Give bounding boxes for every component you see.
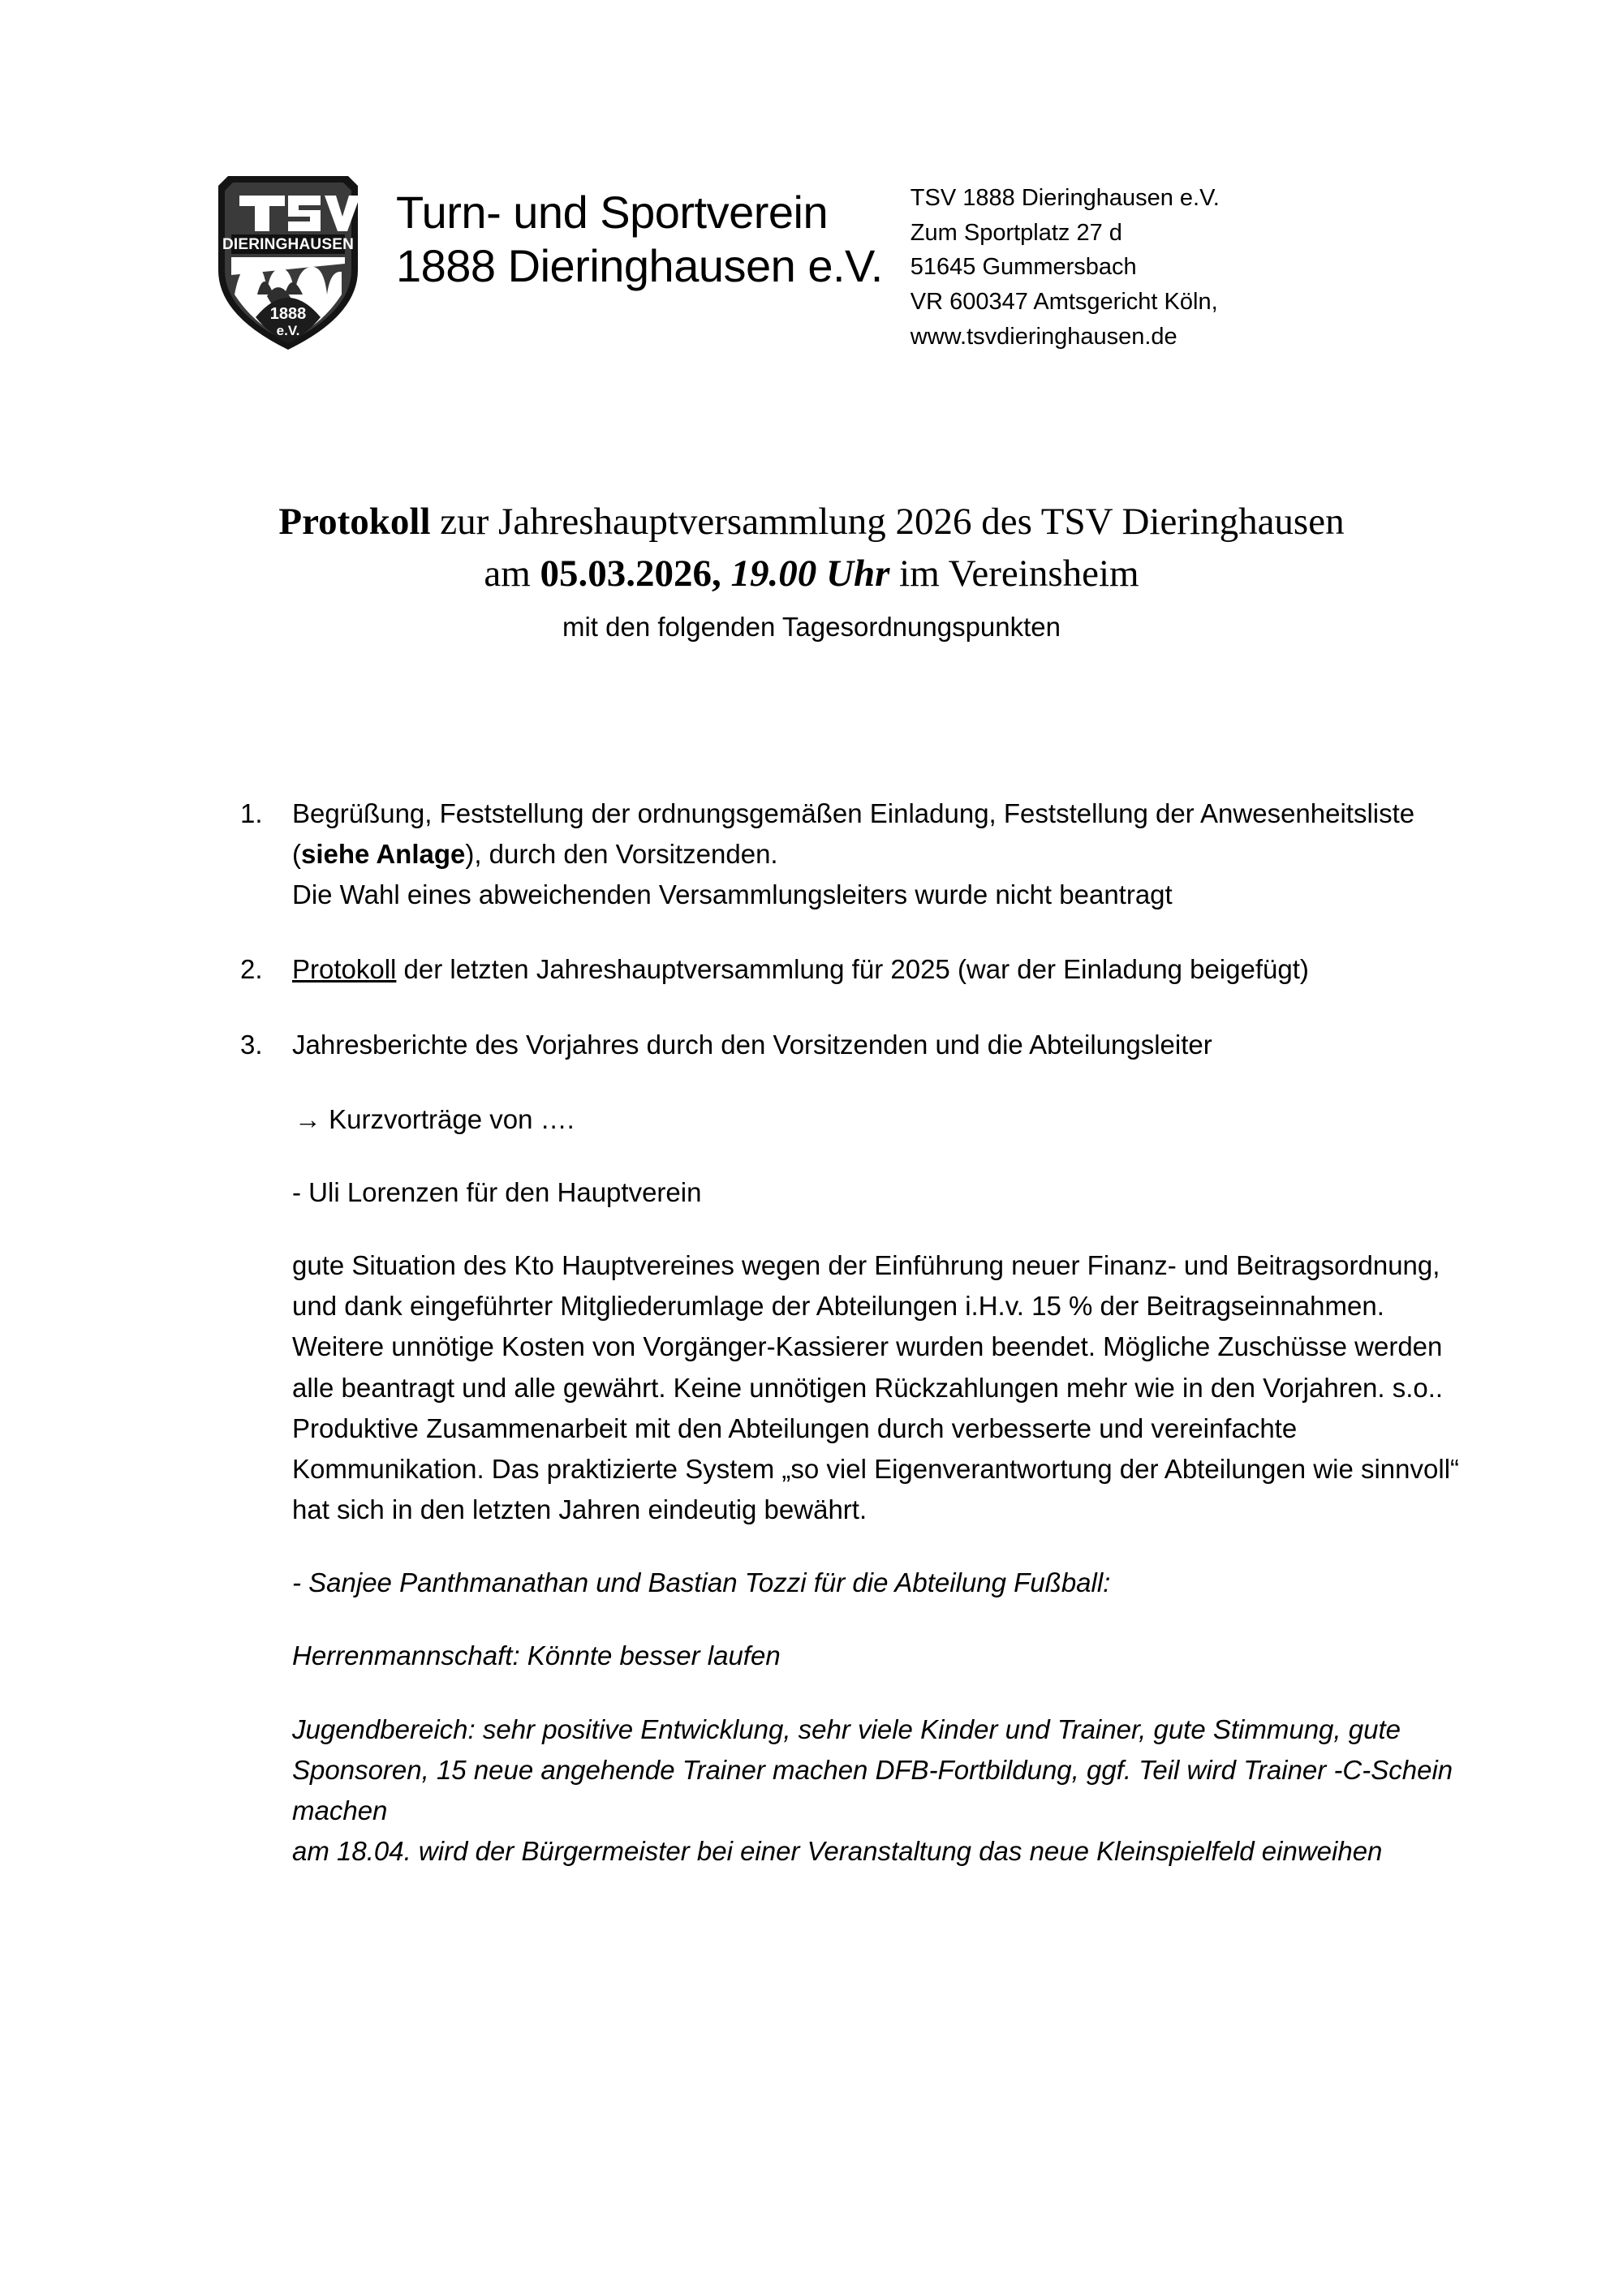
club-address-block	[883, 166, 1473, 354]
report-jugendbereich	[0, 1709, 1623, 1872]
speaker-fussball-text: - Sanjee Panthmanathan und Bastian Tozzi für die Abteilung Fußball:	[292, 1567, 1111, 1598]
agenda-item-1-emphasis: siehe Anlage	[301, 839, 466, 870]
agenda-list	[0, 793, 1623, 1904]
agenda-item-1	[0, 793, 1623, 915]
speaker-hauptverein-text: - Uli Lorenzen für den Hauptverein	[292, 1176, 702, 1207]
title-line-2	[114, 548, 1509, 600]
address-line-4: VR 600347 Amtsgericht Köln,	[910, 288, 1218, 315]
club-name-line2: 1888 Dieringhausen e.V.	[396, 240, 883, 292]
club-logo	[207, 166, 381, 353]
agenda-item-2-text	[292, 949, 1465, 990]
svg-text:1888: 1888	[269, 305, 307, 323]
svg-text:e.V.: e.V.	[276, 323, 300, 338]
agenda-item-1-part-b: ), durch den Vorsitzenden.	[465, 839, 778, 870]
club-name	[381, 166, 883, 293]
agenda-item-3-number: 3.	[240, 1029, 263, 1060]
speaker-hauptverein	[0, 1172, 1623, 1213]
document-subtitle: mit den folgenden Tagesordnungspunkten	[562, 611, 1061, 642]
short-talks-line	[0, 1099, 1623, 1140]
report-herrenmannschaft	[0, 1636, 1623, 1676]
report-herrenmannschaft-text: Herrenmannschaft: Könnte besser laufen	[292, 1640, 781, 1671]
report-jugendbereich-text-a: Jugendbereich: sehr positive Entwicklung, sehr viele Kinder und Trainer, gute Stimmung, gute Sponsoren, 15 neue angehende Trainer machen DFB-Fortbildung, ggf. Teil wird Trainer -C-Schein machen	[292, 1713, 1453, 1825]
title-keyword: Protokoll	[278, 501, 431, 543]
club-name-line1: Turn- und Sportverein	[396, 187, 829, 238]
agenda-item-3-text: Jahresberichte des Vorjahres durch den Vorsitzenden und die Abteilungsleiter	[292, 1029, 1212, 1060]
agenda-item-1-part-a: Begrüßung, Feststellung der ordnungsgemäßen Einladung, Feststellung der Anwesenheitsliste (	[292, 798, 1415, 870]
report-hauptverein	[0, 1245, 1623, 1530]
report-hauptverein-text: gute Situation des Kto Hauptvereines wegen der Einführung neuer Finanz- und Beitragsordnung, und dank eingeführter Mitgliederumlage der Abteilungen i.H.v. 15 % der Beitragseinnahmen. Weitere unnötige Kosten von Vorgänger-Kassierer wurden beendet. Mögliche Zuschüsse werden alle beantragt und alle gewährt. Keine unnötigen Rückzahlungen mehr wie in den Vorjahren. s.o.. Produktive Zusammenarbeit mit den Abteilungen durch verbesserte und vereinfachte Kommunikation. Das praktizierte System „so viel Eigenverantwortung der Abteilungen wie sinnvoll“ hat sich in den letzten Jahren eindeutig bewährt.	[292, 1250, 1460, 1525]
agenda-item-2-rest: der letzten Jahreshauptversammlung für 2025 (war der Einladung beigefügt)	[396, 954, 1309, 985]
address-line-2: Zum Sportplatz 27 d	[910, 219, 1122, 246]
meeting-date: 05.03.2026,	[540, 552, 721, 595]
agenda-item-1-note: Die Wahl eines abweichenden Versammlungsleiters wurde nicht beantragt	[292, 879, 1173, 910]
address-line-3: 51645 Gummersbach	[910, 254, 1137, 281]
agenda-item-1-number: 1.	[240, 798, 263, 828]
agenda-item-2-number: 2.	[240, 954, 263, 985]
title-line-1-rest: zur Jahreshauptversammlung 2026 des TSV Dieringhausen	[430, 501, 1345, 543]
report-jugendbereich-text-b: am 18.04. wird der Bürgermeister bei einer Veranstaltung das neue Kleinspielfeld einweihen	[292, 1835, 1383, 1866]
meeting-time: 19.00 Uhr	[721, 552, 890, 595]
svg-text:DIERINGHAUSEN: DIERINGHAUSEN	[222, 236, 355, 253]
speaker-fussball	[0, 1563, 1623, 1603]
agenda-item-1-text	[292, 793, 1465, 875]
meeting-venue: im Vereinsheim	[889, 552, 1139, 595]
agenda-item-3	[0, 1025, 1623, 1065]
agenda-item-2-underlined: Protokoll	[292, 954, 397, 985]
title-line-1	[114, 497, 1509, 548]
letterhead	[207, 166, 1473, 354]
agenda-item-2	[0, 949, 1623, 990]
short-talks-text: → Kurzvorträge von ….	[295, 1103, 575, 1134]
tsv-dieringhausen-shield-icon	[207, 173, 369, 353]
document-title-block	[114, 497, 1509, 645]
address-line-1: TSV 1888 Dieringhausen e.V.	[910, 185, 1220, 211]
title-line-2-prefix: am	[484, 552, 540, 595]
address-website: www.tsvdieringhausen.de	[910, 323, 1177, 350]
